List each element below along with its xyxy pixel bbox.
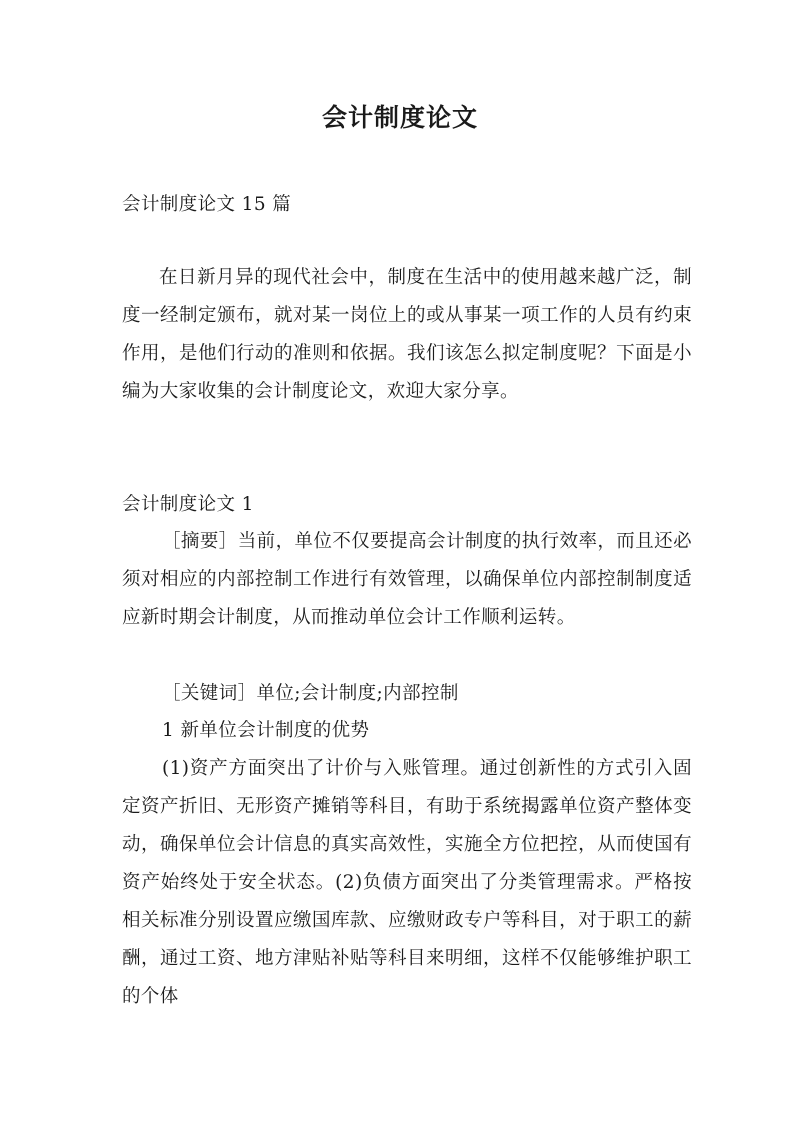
section-heading: 会计制度论文 1 [122, 494, 254, 515]
document-subtitle: 会计制度论文 15 篇 [122, 194, 292, 215]
body-paragraph: (1)资产方面突出了计价与入账管理。通过创新性的方式引入固定资产折旧、无形资产摊销等科目，有助于系统揭露单位资产整体变动，确保单位会计信息的真实高效性，实施全方位把控，从而使国有资产始终处于安全状态。(2)负债方面突出了分类管理需求。严格按相关标准分别设置应缴国库款、应缴财政专户等科目，对于职工的薪酬，通过工资、地方津贴补贴等科目来明细，这样不仅能够维护职工的个体 [122, 758, 692, 1007]
document-title: 会计制度论文 [321, 103, 478, 132]
intro-paragraph: 在日新月异的现代社会中，制度在生活中的使用越来越广泛，制度一经制定颁布，就对某一岗位上的或从事某一项工作的人员有约束作用，是他们行动的准则和依据。我们该怎么拟定制度呢？下面是小编为大家收集的会计制度论文，欢迎大家分享。 [122, 267, 692, 402]
subsection-heading: 1 新单位会计制度的优势 [162, 720, 370, 741]
abstract-paragraph: ［摘要］当前，单位不仅要提高会计制度的执行效率，而且还必须对相应的内部控制工作进行有效管理，以确保单位内部控制制度适应新时期会计制度，从而推动单位会计工作顺利运转。 [122, 531, 692, 628]
keywords-line: ［关键词］单位;会计制度;内部控制 [162, 683, 459, 704]
